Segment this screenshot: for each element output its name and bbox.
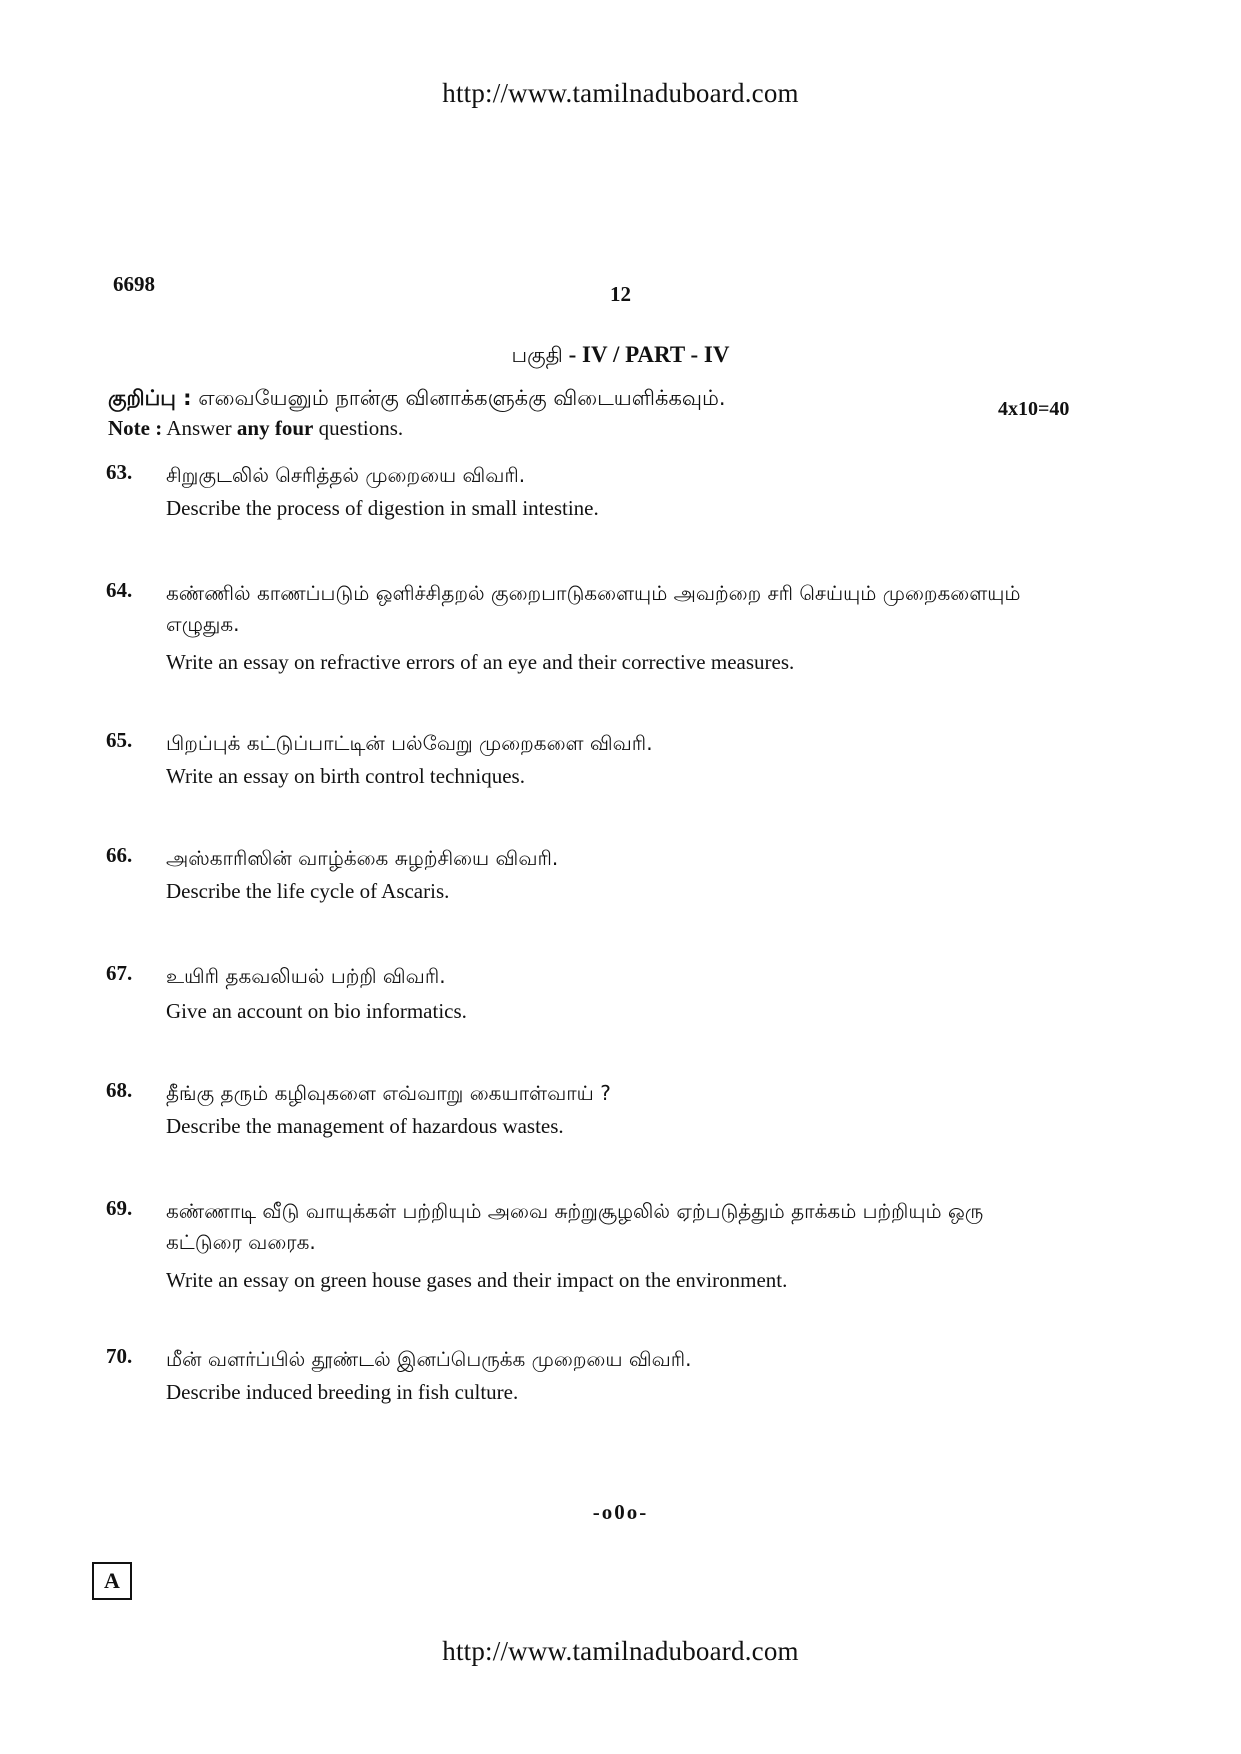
question-number: 67.: [106, 961, 133, 985]
question-number: 65.: [106, 728, 133, 752]
question-english: Describe the management of hazardous wastes.: [166, 1114, 564, 1138]
question-english: Write an essay on green house gases and their impact on the environment.: [166, 1268, 788, 1292]
note-tamil-text: எவையேனும் நான்கு வினாக்களுக்கு விடையளிக்கவும்.: [191, 386, 726, 410]
question-number: 69.: [106, 1196, 133, 1220]
note-english-label: Note :: [108, 416, 163, 440]
part-title-tamil: பகுதி: [511, 343, 563, 367]
part-title: [0, 342, 1241, 370]
question-number: 64.: [106, 578, 133, 602]
note-english-pre: Answer: [162, 416, 237, 440]
question-english: Describe the process of digestion in small intestine.: [166, 496, 599, 520]
question-tamil: பிறப்புக் கட்டுப்பாட்டின் பல்வேறு முறைகளை விவரி.: [166, 731, 653, 755]
question-tamil: கண்ணாடி வீடு வாயுக்கள் பற்றியும் அவை சுற்றுசூழலில் ஏற்படுத்தும் தாக்கம் பற்றியும் ஒரு கட்டுரை வரைக.: [166, 1199, 984, 1254]
question-english: Give an account on bio informatics.: [166, 999, 467, 1023]
note-english-post: questions.: [313, 416, 404, 440]
question-number: 63.: [106, 460, 133, 484]
question-english: Write an essay on birth control techniques.: [166, 764, 525, 788]
page-number: 12: [610, 282, 631, 306]
question-english: Write an essay on refractive errors of an eye and their corrective measures.: [166, 650, 795, 674]
question-tamil: அஸ்காரிஸின் வாழ்க்கை சுழற்சியை விவரி.: [166, 846, 559, 870]
question-tamil: மீன் வளர்ப்பில் தூண்டல் இனப்பெருக்க முறையை விவரி.: [166, 1347, 692, 1371]
note-english: [108, 416, 403, 441]
question-english: Describe the life cycle of Ascaris.: [166, 879, 450, 903]
note-tamil: [108, 386, 726, 413]
note-tamil-label: குறிப்பு :: [108, 386, 192, 410]
header-url: http://www.tamilnaduboard.com: [442, 78, 799, 108]
question-tamil: உயிரி தகவலியல் பற்றி விவரி.: [166, 964, 446, 988]
paper-code: 6698: [113, 272, 155, 296]
end-mark: -o0o-: [592, 1500, 649, 1524]
question-set-box: A: [92, 1562, 132, 1600]
question-english: Describe induced breeding in fish culture.: [166, 1380, 519, 1404]
question-number: 70.: [106, 1344, 133, 1368]
marks-allocation: 4x10=40: [998, 398, 1070, 420]
question-tamil: தீங்கு தரும் கழிவுகளை எவ்வாறு கையாள்வாய் ?: [166, 1081, 611, 1105]
question-number: 66.: [106, 843, 133, 867]
question-number: 68.: [106, 1078, 133, 1102]
part-title-english: - IV / PART - IV: [562, 342, 730, 367]
question-tamil: சிறுகுடலில் செரித்தல் முறையை விவரி.: [166, 463, 526, 487]
question-tamil: கண்ணில் காணப்படும் ஒளிச்சிதறல் குறைபாடுகளையும் அவற்றை சரி செய்யும் முறைகளையும் எழுதுக.: [166, 581, 1021, 636]
footer-url: http://www.tamilnaduboard.com: [442, 1636, 799, 1666]
note-english-bold: any four: [236, 416, 314, 440]
